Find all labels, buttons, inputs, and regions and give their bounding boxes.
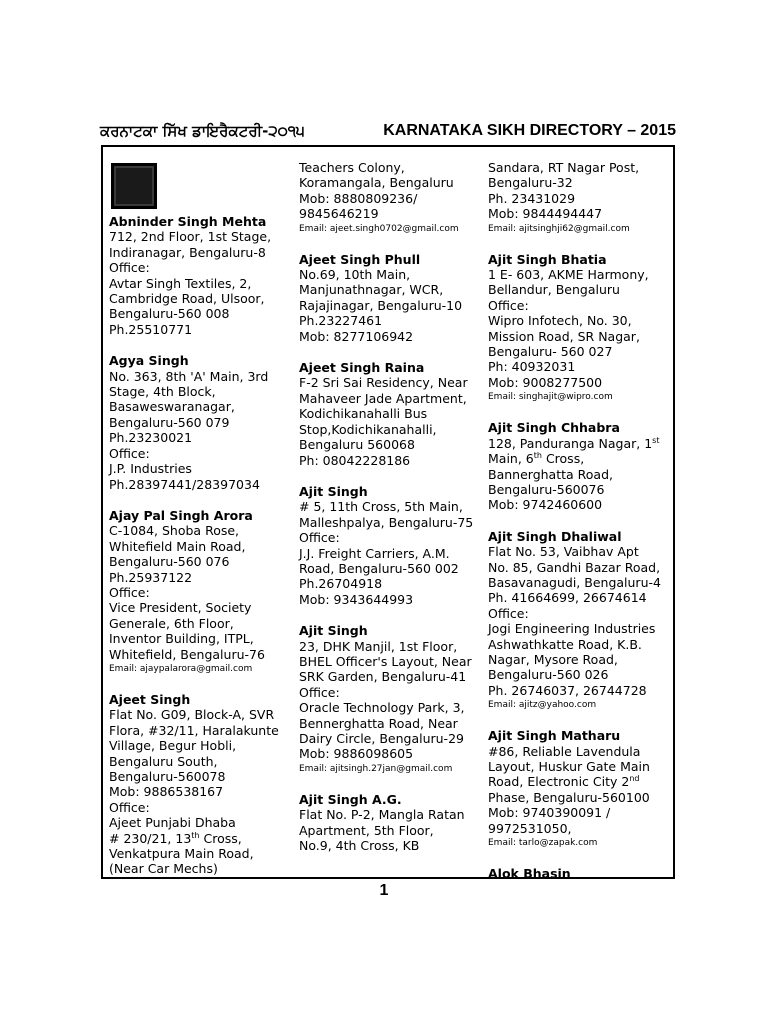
photo-placeholder-icon — [112, 164, 156, 208]
entry-line: Bengaluru- 560 027 — [488, 344, 613, 360]
entry-line: Office: — [109, 584, 150, 600]
entry-line: Mob: 9886538167 — [109, 784, 224, 800]
directory-entry — [488, 252, 670, 405]
entry-name: Ajit Singh A.G. — [299, 791, 402, 807]
entry-line: Wipro Infotech, No. 30, — [488, 313, 632, 329]
entry-name: Ajeet Singh — [109, 691, 191, 707]
entry-name: Abninder Singh Mehta — [109, 214, 267, 229]
entry-name: Agya Singh — [109, 353, 189, 369]
entry-email[interactable]: Email: ajitsinghji62@gmail.com — [488, 223, 630, 234]
entry-line: Bellandur, Bengaluru — [488, 282, 620, 298]
entry-line: Ph.25937122 — [109, 569, 193, 585]
entry-line: Ashwathkatte Road, K.B. — [488, 636, 642, 652]
entry-line: Mob: 9008277500 — [488, 374, 603, 390]
entry-line: F-2 Sri Sai Residency, Near — [299, 375, 468, 391]
directory-entry — [109, 692, 291, 877]
entry-line: SRK Garden, Bengaluru-41 — [299, 669, 467, 685]
entry-line: Mob: 9886098605 — [299, 746, 414, 762]
directory-entry — [299, 484, 481, 607]
entry-name: Ajit Singh Chhabra — [488, 420, 620, 436]
entry-name: Ajit Singh — [299, 623, 368, 639]
sup-after: Cross, — [541, 451, 585, 467]
sup-before: 128, Panduranga Nagar, 1 — [488, 435, 653, 451]
entry-line: Bengaluru South, — [109, 753, 218, 769]
entry-line: Malleshpalya, Bengaluru-75 — [299, 514, 474, 530]
entry-line: Bengaluru-560 008 — [109, 306, 230, 322]
entry-name: Alok Bhasin — [488, 866, 571, 882]
continued-entry — [299, 160, 481, 236]
entry-line: No.69, 10th Main, — [299, 267, 411, 283]
entry-email[interactable]: Email: ajitz@yahoo.com — [488, 700, 597, 711]
directory-entry — [488, 529, 670, 712]
directory-entry — [299, 792, 481, 854]
entry-line-superscript — [109, 831, 291, 846]
sup-before: Road, Electronic City 2 — [488, 774, 630, 790]
entry-line: Ph: 40932031 — [488, 359, 576, 375]
directory-entry — [299, 360, 481, 468]
entry-line: No.9, 4th Cross, KB — [299, 838, 420, 854]
entry-line: Mob: 9343644993 — [299, 591, 414, 607]
entry-line: Mob: 9740390091 / — [488, 805, 611, 821]
entry-email[interactable]: Email: ajitsingh.27jan@gmail.com — [299, 763, 453, 774]
column-2 — [299, 160, 481, 869]
entry-line: Ph. 23431029 — [488, 190, 576, 206]
entry-line: Teachers Colony, — [299, 160, 405, 175]
entry-line: 9845646219 — [299, 206, 379, 222]
entry-line: Kodichikanahalli Bus — [299, 406, 428, 422]
entry-line-superscript — [488, 436, 670, 451]
entry-line: Bennerghatta Road, Near — [299, 715, 458, 731]
entry-name: Ajeet Singh Phull — [299, 251, 421, 267]
entry-line: Bengaluru-32 — [488, 175, 573, 191]
entry-line: Office: — [299, 530, 340, 546]
entry-line: Vice President, Society — [109, 600, 252, 616]
entry-line: Office: — [109, 799, 150, 815]
directory-entry — [299, 252, 481, 344]
entry-line: Rajajinagar, Bengaluru-10 — [299, 297, 463, 313]
entry-line: Office: — [488, 297, 529, 313]
entry-line: Ph.26704918 — [299, 576, 383, 592]
entry-email[interactable]: Email: tarlo@zapak.com — [488, 838, 598, 849]
header-title-english: KARNATAKA SIKH DIRECTORY – 2015 — [383, 122, 676, 139]
directory-entry — [109, 508, 291, 676]
entry-line: Whitefield, Bengaluru-76 — [109, 646, 265, 662]
directory-entry — [109, 353, 291, 492]
entry-line: Mission Road, SR Nagar, — [488, 328, 640, 344]
entry-line: Nagar, Mysore Road, — [488, 651, 618, 667]
entry-name: Ajit Singh Dhaliwal — [488, 528, 622, 544]
entry-line: Oracle Technology Park, 3, — [299, 700, 465, 716]
entry-line: Village, Begur Hobli, — [109, 738, 237, 754]
entry-line: Ph.25510771 — [109, 321, 193, 337]
entry-line: Indiranagar, Bengaluru-8 — [109, 244, 266, 260]
entry-line: Mahaveer Jade Apartment, — [299, 390, 467, 406]
entry-line-superscript — [488, 774, 670, 789]
entry-line: Office: — [488, 605, 529, 621]
entry-line: Dairy Circle, Bengaluru-29 — [299, 731, 464, 746]
sup-text: nd — [629, 774, 640, 784]
entry-line: No. 85, Gandhi Bazar Road, — [488, 559, 661, 575]
entry-line: Bengaluru-560 026 — [488, 667, 609, 683]
sup-before: # 230/21, 13 — [109, 830, 192, 846]
directory-entry — [488, 728, 670, 850]
column-3 — [488, 160, 670, 897]
entry-email[interactable]: Email: singhajit@wipro.com — [488, 392, 613, 403]
entry-line: Layout, Huskur Gate Main — [488, 759, 650, 774]
entry-line: Ph: 08042228186 — [299, 452, 411, 468]
entry-line: Mob: 8880809236/ — [299, 190, 418, 206]
entry-line: 9972531050, — [488, 820, 572, 836]
entry-line: Flat No. 53, Vaibhav Apt — [488, 544, 639, 560]
entry-line: Ph. 41664699, 26674614 — [488, 590, 647, 606]
entry-line: Stop,Kodichikanahalli, — [299, 421, 437, 437]
entry-line: Office: — [109, 445, 150, 461]
entry-line: Mob: 9742460600 — [488, 497, 603, 513]
entry-line: Ph.23227461 — [299, 313, 383, 329]
entry-line: Bannerghatta Road, — [488, 466, 613, 482]
entry-line: Mob: 8277106942 — [299, 328, 414, 344]
entry-line: Mob: 9844494447 — [488, 206, 603, 222]
entry-line: J.J. Freight Carriers, A.M. — [299, 545, 450, 561]
entry-line: No. 363, 8th 'A' Main, 3rd — [109, 368, 269, 384]
entry-line: Jogi Engineering Industries — [488, 621, 656, 637]
entry-line: C-1084, Shoba Rose, — [109, 523, 240, 539]
entry-line: Flat No. G09, Block-A, SVR — [109, 707, 275, 723]
directory-entry — [109, 214, 291, 337]
column-1 — [109, 160, 291, 893]
entry-name: Ajay Pal Singh Arora — [109, 507, 253, 523]
entry-line: Bengaluru-560078 — [109, 769, 226, 784]
entry-line: Office: — [299, 684, 340, 700]
entry-line: Avtar Singh Textiles, 2, — [109, 275, 252, 291]
sup-text: st — [652, 435, 660, 445]
entry-line: (Near Car Mechs) — [109, 861, 218, 877]
entry-line: Inventor Building, ITPL, — [109, 631, 254, 647]
entry-line: Bengaluru-560076 — [488, 481, 605, 497]
entry-line: BHEL Officer's Layout, Near — [299, 653, 472, 669]
sup-text: th — [191, 830, 200, 840]
entry-email[interactable]: Email: ajeet.singh0702@gmail.com — [299, 223, 459, 234]
entry-name: Ajit Singh Matharu — [488, 728, 621, 744]
entry-name: Ajeet Singh Raina — [299, 360, 425, 376]
entry-line-superscript — [488, 451, 670, 466]
entry-name: Ajit Singh — [299, 483, 368, 499]
entry-line: J.P. Industries — [109, 461, 192, 477]
entry-line: Phase, Bengaluru-560100 — [488, 789, 650, 805]
directory-entry — [299, 623, 481, 776]
entry-line: Basavanagudi, Bengaluru-4 — [488, 574, 661, 590]
entry-line: Whitefield Main Road, — [109, 538, 246, 554]
entry-line: Ph.23230021 — [109, 430, 193, 446]
entry-line: 712, 2nd Floor, 1st Stage, — [109, 229, 272, 245]
entry-line: Road, Bengaluru-560 002 — [299, 560, 459, 576]
sup-text: th — [533, 450, 542, 460]
page-number: 1 — [379, 882, 389, 899]
entry-line: # 5, 11th Cross, 5th Main, — [299, 499, 463, 515]
entry-line: Flat No. P-2, Mangla Ratan — [299, 807, 465, 823]
entry-line: #86, Reliable Lavendula — [488, 743, 641, 759]
entry-line: Koramangala, Bengaluru — [299, 175, 454, 191]
sup-before: Main, 6 — [488, 451, 534, 467]
directory-entry — [488, 420, 670, 512]
entry-line: 1 E- 603, AKME Harmony, — [488, 267, 649, 283]
entry-line: Flora, #32/11, Haralakunte — [109, 722, 279, 738]
entry-line: Apartment, 5th Floor, — [299, 822, 434, 838]
entry-line: Ph. 26746037, 26744728 — [488, 682, 647, 698]
continued-entry — [488, 160, 670, 236]
entry-line: Bengaluru-560 079 — [109, 414, 230, 430]
entry-email[interactable]: Email: ajaypalarora@gmail.com — [109, 663, 253, 674]
entry-line: 23, DHK Manjil, 1st Floor, — [299, 638, 458, 654]
header-title-punjabi: ਕਰਨਾਟਕਾ ਸਿੱਖ ਡਾਇਰੈਕਟਰੀ-੨੦੧੫ — [100, 122, 305, 140]
entry-line: Ajeet Punjabi Dhaba — [109, 815, 236, 831]
entry-line: Stage, 4th Block, — [109, 384, 216, 400]
sup-after: Cross, — [199, 830, 242, 846]
entry-line: Manjunathnagar, WCR, — [299, 282, 444, 298]
entry-line: Cambridge Road, Ulsoor, — [109, 291, 265, 307]
entry-line: Office: — [109, 260, 150, 276]
entry-line: Bengaluru-560 076 — [109, 554, 230, 570]
entry-line: Generale, 6th Floor, — [109, 615, 234, 631]
entry-line: Venkatpura Main Road, — [109, 846, 254, 862]
entry-line: Bengaluru 560068 — [299, 437, 415, 453]
directory-entry — [488, 866, 670, 881]
entry-name: Ajit Singh Bhatia — [488, 251, 607, 267]
entry-line: Sandara, RT Nagar Post, — [488, 160, 640, 175]
entry-line: Ph.28397441/28397034 — [109, 476, 260, 492]
entry-line: Basaweswaranagar, — [109, 399, 235, 415]
